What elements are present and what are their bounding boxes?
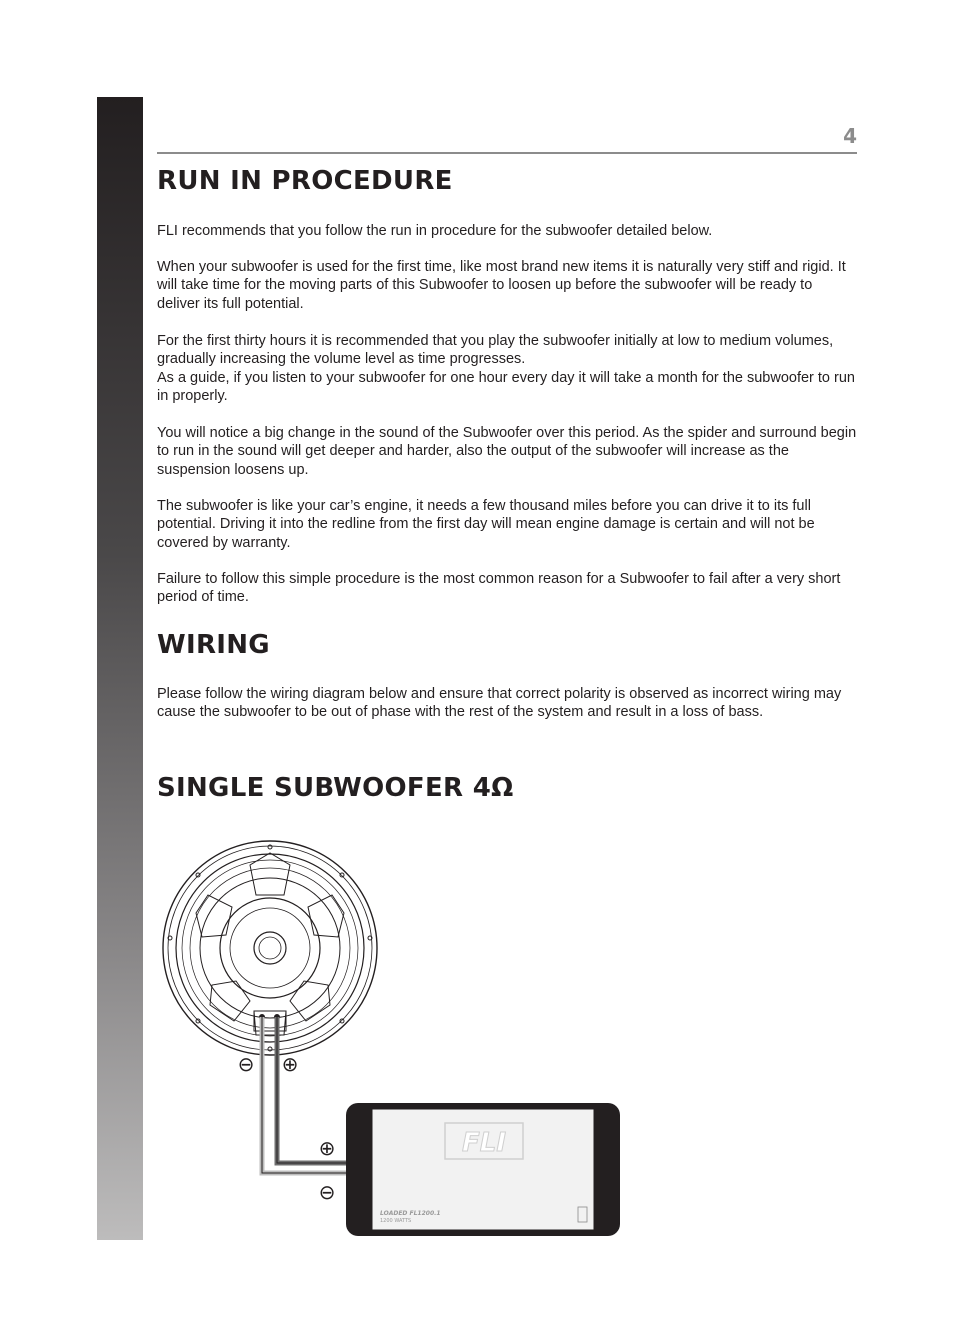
single-subwoofer-heading: SINGLE SUBWOOFER 4Ω (157, 773, 514, 803)
amplifier-illustration (346, 1103, 620, 1236)
speaker-wires (262, 1017, 360, 1173)
run-in-paragraph-6: The subwoofer is like your car’s engine, it needs a few thousand miles before you can drive it to its full potential. Driving it into the redline from the first day will mean engine damage is certain and will not be covered by warranty. (157, 498, 815, 551)
speaker-positive-icon: ⊕ (281, 1052, 299, 1076)
amp-model: LOADED FL1200.1 (380, 1210, 441, 1217)
wiring-paragraph: Please follow the wiring diagram below and ensure that correct polarity is observed as incorrect wiring may cause the subwoofer to be out of phase with the rest of the system and result in a loss of bass. (157, 686, 842, 721)
run-in-paragraph-2: When your subwoofer is used for the first time, like most brand new items it is naturally very stiff and rigid. It will take time for the moving parts of this Subwoofer to loosen up before the subwoofer will be ready to deliver its full potential. (157, 259, 846, 312)
run-in-paragraph-7: Failure to follow this simple procedure is the most common reason for a Subwoofer to fail after a very short period of time. (157, 571, 841, 606)
run-in-heading: RUN IN PROCEDURE (157, 166, 453, 196)
run-in-paragraph-5: You will notice a big change in the sound of the Subwoofer over this period. As the spider and surround begin to run in the sound will get deeper and harder, also the output of the subwoofer will increase as the suspension loosens up. (157, 425, 857, 478)
wiring-heading: WIRING (157, 630, 270, 660)
run-in-paragraph-3: For the first thirty hours it is recommended that you play the subwoofer initially at low to medium volumes, gradually increasing the volume level as time progresses. (157, 333, 834, 368)
wiring-diagram (150, 825, 630, 1245)
amp-power: 1200 WATTS (380, 1218, 412, 1224)
amp-negative-icon: ⊖ (318, 1180, 336, 1204)
side-bar (97, 97, 143, 1240)
page-number: 4 (843, 124, 857, 148)
header-rule (157, 152, 857, 154)
subwoofer-illustration (163, 841, 377, 1055)
run-in-paragraph-4: As a guide, if you listen to your subwoofer for one hour every day it will take a month for the subwoofer to run in properly. (157, 370, 855, 405)
speaker-negative-icon: ⊖ (237, 1052, 255, 1076)
run-in-paragraph-1: FLI recommends that you follow the run in procedure for the subwoofer detailed below. (157, 223, 713, 239)
amp-positive-icon: ⊕ (318, 1136, 336, 1160)
amp-logo: FLI (461, 1128, 507, 1158)
